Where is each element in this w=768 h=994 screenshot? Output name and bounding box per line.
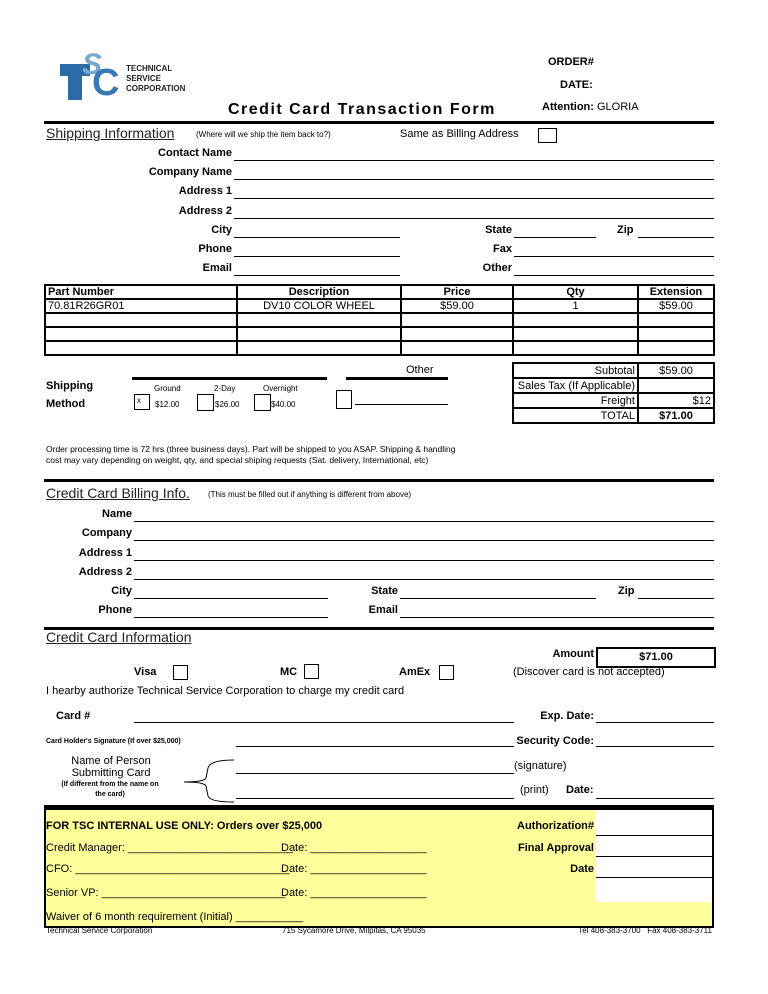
header-qty: Qty	[513, 285, 638, 299]
zip-field[interactable]	[638, 237, 714, 238]
date-label: DATE:	[560, 79, 593, 91]
attention-value: GLORIA	[597, 101, 639, 113]
logo-line: CORPORATION	[126, 84, 186, 93]
company-name-label: Company Name	[148, 166, 232, 178]
header-extension: Extension	[638, 285, 714, 299]
billing-state-field[interactable]	[400, 598, 596, 599]
ground-label: Ground	[154, 384, 181, 393]
table-row	[45, 299, 714, 313]
cell[interactable]	[401, 327, 513, 341]
billing-phone-label: Phone	[98, 604, 132, 616]
billing-email-label: Email	[368, 604, 398, 616]
email-field[interactable]	[234, 275, 400, 276]
same-as-billing-label: Same as Billing Address	[400, 128, 519, 140]
overnight-price: $40.00	[271, 400, 296, 409]
security-code-field[interactable]	[596, 746, 714, 747]
cell[interactable]	[638, 313, 714, 327]
header-part-number: Part Number	[45, 285, 237, 299]
print-label: (print)	[520, 784, 549, 796]
cell[interactable]	[237, 327, 401, 341]
city-label: City	[211, 224, 232, 236]
amex-checkbox[interactable]	[439, 665, 454, 680]
credit-manager-date[interactable]: Date: ___________________	[281, 842, 427, 854]
subtotal-label: Subtotal	[513, 363, 638, 378]
header-price: Price	[401, 285, 513, 299]
cell[interactable]	[401, 341, 513, 355]
phone-field[interactable]	[234, 256, 400, 257]
card-number-label: Card #	[56, 710, 91, 722]
footer-address: 715 Sycamore Drive, Milpitas, CA 95035	[282, 926, 426, 935]
submitter-label: Submitting Card	[71, 767, 151, 779]
footer-phone: Tel 408-383-3700 Fax 408-383-3711	[578, 926, 712, 935]
cell[interactable]	[45, 313, 237, 327]
billing-title: Credit Card Billing Info.	[46, 485, 190, 501]
card-number-field[interactable]	[134, 722, 514, 723]
discover-note: (Discover card is not accepted)	[513, 666, 665, 678]
sales-tax-value[interactable]	[638, 378, 714, 393]
table-row	[45, 327, 714, 341]
amount-label: Amount	[552, 648, 594, 660]
overnight-label: Overnight	[263, 384, 298, 393]
senior-vp-field[interactable]: Senior VP: ______________________________	[46, 887, 286, 899]
submitter-label: Name of Person	[71, 755, 151, 767]
billing-company-label: Company	[81, 527, 132, 539]
method-label: Method	[46, 398, 86, 410]
same-as-billing-checkbox[interactable]	[538, 128, 557, 143]
billing-note: (This must be filled out if anything is different from above)	[208, 490, 412, 499]
parts-table	[44, 284, 715, 356]
shipping-note: (Where will we ship the item back to?)	[196, 130, 331, 139]
processing-note: Order processing time is 72 hrs (three business days). Part will be shipped to you ASAP. Shipping & handling	[46, 444, 456, 454]
billing-city-label: City	[111, 585, 132, 597]
shipping-label: Shipping	[46, 380, 94, 392]
other-method-field[interactable]	[355, 404, 448, 405]
freight-label: Freight	[513, 393, 638, 408]
company-name-field[interactable]	[234, 179, 714, 180]
address1-field[interactable]	[234, 198, 714, 199]
other-method-label: Other	[406, 364, 434, 376]
logo-line: TECHNICAL	[126, 64, 173, 73]
billing-company-field[interactable]	[134, 540, 714, 541]
authorization-label: Authorization#	[517, 820, 594, 832]
table-row	[45, 341, 714, 355]
totals-row	[513, 378, 714, 393]
cell[interactable]	[638, 327, 714, 341]
address1-label: Address 1	[178, 185, 232, 197]
cell[interactable]: 1	[513, 299, 638, 313]
cfo-field[interactable]: CFO: ___________________________________	[46, 863, 290, 875]
attention-label: Attention:	[542, 101, 594, 113]
billing-address2-field[interactable]	[134, 579, 714, 580]
amount-value: $71.00	[596, 647, 716, 668]
billing-email-field[interactable]	[400, 617, 714, 618]
totals-row	[513, 408, 714, 423]
visa-checkbox[interactable]	[173, 665, 188, 680]
submitter-signature-field[interactable]	[236, 773, 514, 774]
security-code-label: Security Code:	[516, 735, 594, 747]
mc-label: MC	[280, 666, 298, 678]
freight-value: $12	[638, 393, 714, 408]
submitter-note: the card)	[95, 791, 125, 798]
footer-company: Technical Service Corporation	[46, 926, 153, 935]
subtotal-value: $59.00	[638, 363, 714, 378]
other-label: Other	[482, 262, 512, 274]
other-field[interactable]	[514, 275, 714, 276]
exp-date-label: Exp. Date:	[540, 710, 594, 722]
cell[interactable]	[513, 313, 638, 327]
billing-address1-label: Address 1	[78, 547, 132, 559]
internal-date-label: Date	[570, 863, 594, 875]
billing-name-field[interactable]	[134, 521, 714, 522]
city-field[interactable]	[234, 237, 400, 238]
other-method-checkbox[interactable]	[336, 390, 352, 409]
cell[interactable]: $59.00	[638, 299, 714, 313]
two-day-checkbox[interactable]	[197, 394, 214, 411]
email-label: Email	[202, 262, 232, 274]
holder-signature-field[interactable]	[236, 746, 514, 747]
overnight-checkbox[interactable]	[254, 394, 271, 411]
totals-row	[513, 393, 714, 408]
signature-label: (signature)	[514, 760, 567, 772]
form-title: Credit Card Transaction Form	[228, 101, 496, 118]
total-value: $71.00	[638, 408, 714, 423]
address2-label: Address 2	[178, 205, 232, 217]
cell[interactable]	[237, 341, 401, 355]
card-title: Credit Card Information	[46, 629, 192, 645]
table-row	[45, 313, 714, 327]
cell[interactable]	[237, 313, 401, 327]
fax-label: Fax	[493, 243, 512, 255]
billing-city-field[interactable]	[134, 598, 328, 599]
billing-address1-field[interactable]	[134, 560, 714, 561]
contact-name-label: Contact Name	[158, 147, 232, 159]
total-label: TOTAL	[513, 408, 638, 423]
credit-card-form: S C TECHNICAL SERVICE CORPORATION ORDER# DATE: Attention: GLORIA Credit Card Transaction Form Shipping Information (Where will we ship the item back to?) Same as Billing Address Contact Name Company Name Address 1 Address 2 City State Zip Phone Fax Email Other Part Number Description Price Qty Extension 70.81R26GR01 DV10 COLOR WHEEL $59.00 1 $59.00 Subtotal $59.00 Sales Tax (If Applicable) Freight $12 TOTAL $71.00 Other Shipping Method Ground 2-Day Overnight x $12.00 $26.00 $40.00 Order processing time is 72 hrs (three business days). Part will be shipped to you ASAP. Shipping & handling cost may vary depending on weight, qty, and special shiping requests (Sat. delivery, International, etc) Credit Card Billing Info. (This must be filled out if anything is different from above) Name Company Address 1 Address 2 City State Zip Phone Email Credit Card Information Amount $71.00 Visa MC AmEx (Discover card is not accepted) I hearby authorize Technical Service Corporation to charge my credit card Card # Exp. Date: Card Holder's Signature (If over $25,000) Security Code: Name of Person Submitting Card (If different from the name on the card) (signature) (print) Date: FOR TSC INTERNAL USE ONLY: Orders over $25,000 Authorization# Credit Manager: ___________________________ Date: ___________________ Final Approval CFO: ___________________________________ Date: ___________________ Date Senior VP: ______________________________ Date: ___________________ Waiver of 6 month requirement (Initial) ___________ Technical Service Corporation 715 Sycamore Drive, Milpitas, CA 95035 Tel 408-383-3700 Fax 408-383-3711	[0, 0, 768, 994]
address2-field[interactable]	[234, 218, 714, 219]
sales-tax-label: Sales Tax (If Applicable)	[513, 378, 638, 393]
submit-date-field[interactable]	[596, 798, 714, 799]
state-field[interactable]	[514, 237, 596, 238]
billing-address2-label: Address 2	[78, 566, 132, 578]
exp-date-field[interactable]	[596, 722, 714, 723]
billing-name-label: Name	[102, 508, 132, 520]
final-approval-label: Final Approval	[518, 842, 594, 854]
visa-label: Visa	[134, 666, 157, 678]
cell[interactable]	[45, 327, 237, 341]
cell[interactable]	[513, 327, 638, 341]
submit-date-label: Date:	[566, 784, 594, 796]
two-day-label: 2-Day	[214, 384, 236, 393]
table-header	[45, 285, 714, 299]
order-label: ORDER#	[548, 56, 594, 68]
logo-line: SERVICE	[126, 74, 161, 83]
authorize-text: I hearby authorize Technical Service Corporation to charge my credit card	[46, 685, 405, 697]
cell[interactable]	[45, 341, 237, 355]
billing-zip-field[interactable]	[638, 598, 714, 599]
cell[interactable]: 70.81R26GR01	[45, 299, 237, 313]
totals-table	[512, 362, 715, 424]
contact-name-field[interactable]	[234, 160, 714, 161]
zip-label: Zip	[617, 224, 634, 236]
ground-price: $12.00	[155, 400, 180, 409]
amex-label: AmEx	[399, 666, 431, 678]
submitter-note: (If different from the name on	[61, 781, 159, 788]
header-description: Description	[237, 285, 401, 299]
billing-phone-field[interactable]	[134, 617, 328, 618]
two-day-price: $26.00	[215, 400, 240, 409]
billing-zip-label: Zip	[618, 585, 635, 597]
cell[interactable]	[401, 313, 513, 327]
totals-row	[513, 363, 714, 378]
senior-vp-date[interactable]: Date: ___________________	[281, 887, 427, 899]
mc-checkbox[interactable]	[304, 664, 319, 679]
state-label: State	[485, 224, 512, 236]
cell[interactable]	[638, 341, 714, 355]
internal-title: FOR TSC INTERNAL USE ONLY: Orders over $25,000	[46, 820, 323, 832]
waiver-field[interactable]: Waiver of 6 month requirement (Initial) ___________	[46, 911, 304, 923]
fax-field[interactable]	[514, 256, 714, 257]
cell[interactable]: DV10 COLOR WHEEL	[237, 299, 401, 313]
submitter-print-field[interactable]	[236, 798, 514, 799]
billing-state-label: State	[371, 585, 398, 597]
brace-icon	[180, 758, 236, 804]
processing-note: cost may vary depending on weight, qty, and special shiping requests (Sat. delivery, International, etc)	[46, 455, 429, 465]
cell[interactable]: $59.00	[401, 299, 513, 313]
phone-label: Phone	[198, 243, 232, 255]
credit-manager-field[interactable]: Credit Manager: ___________________________	[46, 842, 294, 854]
shipping-title: Shipping Information	[46, 125, 175, 141]
ground-checkbox[interactable]: x	[134, 394, 150, 410]
holder-signature-label: Card Holder's Signature (If over $25,000)	[46, 738, 181, 745]
cell[interactable]	[513, 341, 638, 355]
cfo-date[interactable]: Date: ___________________	[281, 863, 427, 875]
